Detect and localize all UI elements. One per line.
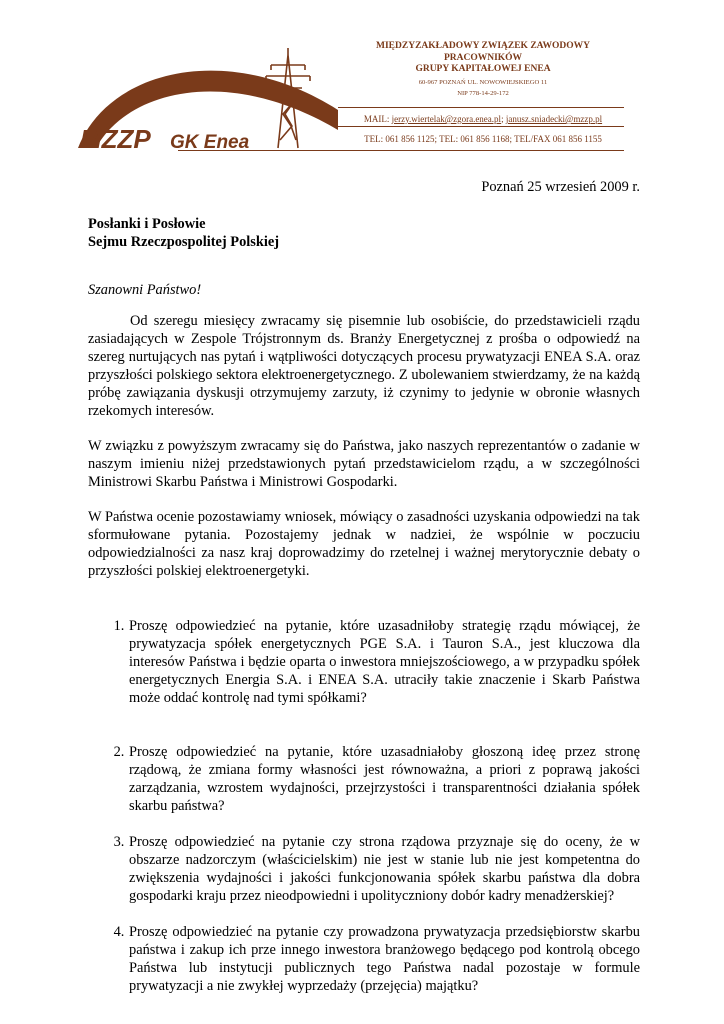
question-item: 2. Proszę odpowiedzieć na pytanie, które uzasadniałoby głoszoną ideę przez stronę rządową, że zmiana formy własności jest równoważna, a priori z poprawą jakości zarządzania, wzrostem wydajności, przejrzystości i transparentności działania spółek skarbu państwa? [128,743,640,815]
organization-block [338,41,628,98]
paragraph-3: W Państwa ocenie pozostawiamy wniosek, mówiący o zasadności uzyskania odpowiedzi na tak sformułowane pytania. Pozostajemy jednak w nadziei, że wspólnie w poczuciu odpowiedzialności za nasz kraj doprowadzimy do rzetelnej i ważnej merytorycznie debaty o przyszłości polskiej elektroenergetyki. [88,509,640,579]
divider [178,150,624,151]
mail-label: MAIL: [363,114,390,124]
logo-gk-enea-text: GK Enea [170,132,250,153]
email-link-sniadecki[interactable]: janusz.sniadecki@mzzp.pl [505,114,603,124]
org-name-line3: GRUPY KAPITAŁOWEJ ENEA [415,64,551,74]
divider [338,107,624,108]
org-nip: NIP 778-14-29-172 [457,89,509,97]
org-name-line1: MIĘDZYZAKŁADOWY ZWIĄZEK ZAWODOWY [376,41,590,51]
letterhead [0,0,724,160]
paragraph-1: Od szeregu miesięcy zwracamy się pisemnie lub osobiście, do przedstawicieli rządu zasiadających w Zespole Trójstronnym ds. Branży Energetycznej z prośba o odpowiedź na szereg nurtujących nas pytań i wątpliwości dotyczących procesu prywatyzacji ENEA S.A. oraz przyszłości polskiego sektora elektroenergetycznego. Z ubolewaniem stwierdzamy, że na każdą próbę zawiązania dyskusji otrzymujemy zarzuty, iż czynimy to jedynie w obronie własnych rzekomych interesów. [88,313,640,419]
question-item: 1. Proszę odpowiedzieć na pytanie, które uzasadniłoby strategię rządu mówiącej, że prywatyzacja spółek energetycznych PGE S.A. i Tauron S.A., jest kluczowa dla interesów Państwa i będzie oparta o inwestora mniejszościowego, a w przypadku spółek energetycznych Energia S.A. i ENEA S.A. utraciły takie znaczenie i Skarb Państwa może oddać kontrolę nad tymi spółkami? [128,617,640,707]
question-item: 3. Proszę odpowiedzieć na pytanie czy strona rządowa przyznaje się do oceny, że w obszarze nadzorczym (właścicielskim) nie jest w stanie lub nie jest kompetentna do zwiększenia wydajności i jakości funkcjonowania spółek skarbu państwa dla dobra gospodarki kraju przez nieodpowiedni i upolityczniony dobór kadry menadżerskiej? [128,833,640,905]
org-name-line2: PRACOWNIKÓW [443,52,523,63]
question-item: 4. Proszę odpowiedzieć na pytanie czy prowadzona prywatyzacja przedsiębiorstw skarbu państwa i zakup ich prze innego inwestora branżowego będącego pod kontrolą obcego Państwa lub instytucji publicznych tego Państwa nadal pozostaje w formule prywatyzacji a nie zwykłej wyprzedaży (przejęcia) majątku? [128,923,640,995]
org-address: 60-967 POZNAŃ UL. NOWOWIEJSKIEGO 11 [418,78,548,86]
email-separator: ; [501,114,504,124]
mail-line [338,114,628,124]
recipient [88,215,640,251]
letter-date: Poznań 25 wrzesień 2009 r. [481,179,640,195]
mzzp-logo [78,30,338,155]
questions-list [88,617,640,995]
recipient-line2: Sejmu Rzeczpospolitej Polskiej [88,234,280,250]
salutation: Szanowni Państwo! [88,282,202,298]
letter-body [88,178,640,995]
paragraph-2: W związku z powyższym zwracamy się do Państwa, jako naszych reprezentantów o zadanie w naszym imieniu niżej przedstawionych pytań przedstawicielom rządu, a w szczególności Ministrowi Skarbu Państwa i Ministrowi Gospodarki. [88,438,640,490]
phone-line: TEL: 061 856 1125; TEL: 061 856 1168; TEL/FAX 061 856 1155 [364,134,602,144]
recipient-line1: Posłanki i Posłowie [88,216,206,232]
email-link-wiertelak[interactable]: jerzy.wiertelak@zgora.enea.pl [391,114,502,124]
logo-mzzp-text: MZZP [80,124,151,154]
divider [338,126,624,127]
